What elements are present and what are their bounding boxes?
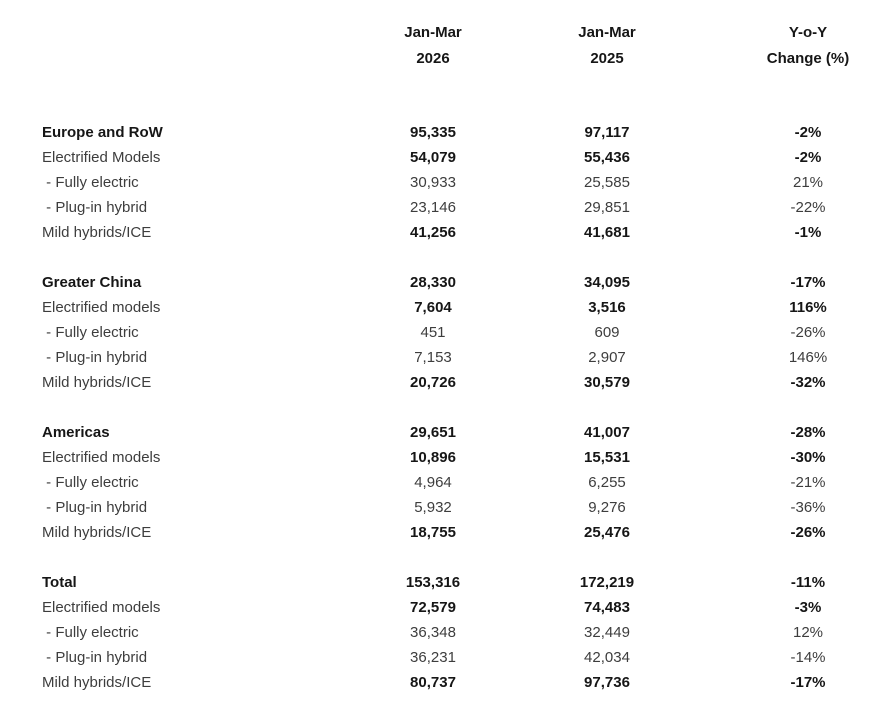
value-2026: 95,335 <box>410 124 456 141</box>
value-yoy: 116% <box>789 299 827 316</box>
table-row <box>42 270 890 295</box>
col-header-2026-line1: Jan-Mar <box>404 23 462 41</box>
value-2025: 9,276 <box>588 499 626 516</box>
value-yoy: -3% <box>794 599 822 616</box>
value-yoy: 12% <box>792 624 824 641</box>
table-row <box>42 295 890 320</box>
row-label: - Plug-in hybrid <box>42 649 148 666</box>
col-header-2026-line2: 2026 <box>416 49 450 67</box>
value-2026: 36,231 <box>410 649 456 666</box>
value-2025: 97,736 <box>584 674 630 691</box>
value-2026: 36,348 <box>410 624 456 641</box>
value-2026: 20,726 <box>410 374 456 391</box>
table-row <box>42 320 890 345</box>
value-2026: 153,316 <box>405 574 461 591</box>
value-2026: 29,651 <box>410 424 456 441</box>
value-2026: 18,755 <box>410 524 456 541</box>
table-row <box>42 595 890 620</box>
value-2026: 54,079 <box>410 149 456 166</box>
col-header-2025-line2: 2025 <box>590 49 624 67</box>
value-2025: 172,219 <box>579 574 635 591</box>
table-row <box>42 495 890 520</box>
value-yoy: -28% <box>790 424 826 441</box>
value-yoy: -22% <box>790 199 826 216</box>
row-label: - Fully electric <box>42 474 139 491</box>
value-2026: 5,932 <box>414 499 452 516</box>
row-label: Electrified Models <box>42 149 161 166</box>
table-header <box>42 19 890 71</box>
value-2026: 72,579 <box>410 599 456 616</box>
value-2026: 451 <box>420 324 446 341</box>
table-row <box>42 520 890 545</box>
row-label: Mild hybrids/ICE <box>42 224 152 241</box>
value-2026: 7,153 <box>414 349 452 366</box>
table-row <box>42 445 890 470</box>
value-yoy: -21% <box>790 474 826 491</box>
row-label: - Plug-in hybrid <box>42 199 148 216</box>
value-2025: 34,095 <box>584 274 630 291</box>
value-yoy: 21% <box>792 174 824 191</box>
row-label: Mild hybrids/ICE <box>42 674 152 691</box>
table-row <box>42 470 890 495</box>
row-label: Mild hybrids/ICE <box>42 524 152 541</box>
value-yoy: -1% <box>794 224 822 241</box>
value-2025: 609 <box>594 324 620 341</box>
value-2025: 97,117 <box>584 124 630 141</box>
value-2025: 2,907 <box>588 349 626 366</box>
value-2026: 30,933 <box>410 174 456 191</box>
value-2026: 10,896 <box>410 449 456 466</box>
header-line-1 <box>42 19 890 45</box>
table-row <box>42 670 890 695</box>
col-header-yoy-line2: Change (%) <box>766 49 850 67</box>
value-2025: 3,516 <box>588 299 626 316</box>
value-yoy: -32% <box>790 374 826 391</box>
row-label: Greater China <box>42 274 142 291</box>
col-header-2025-line1: Jan-Mar <box>578 23 636 41</box>
value-2026: 23,146 <box>410 199 456 216</box>
section-americas <box>42 420 890 545</box>
value-yoy: 146% <box>788 349 828 366</box>
value-2026: 7,604 <box>414 299 452 316</box>
value-2025: 41,007 <box>584 424 630 441</box>
value-2025: 32,449 <box>584 624 630 641</box>
row-label: - Fully electric <box>42 324 139 341</box>
value-yoy: -2% <box>794 149 822 166</box>
table-row <box>42 420 890 445</box>
value-2025: 6,255 <box>588 474 626 491</box>
table-row <box>42 620 890 645</box>
value-2025: 25,585 <box>584 174 630 191</box>
value-yoy: -11% <box>790 574 826 591</box>
value-2026: 41,256 <box>410 224 456 241</box>
value-2025: 74,483 <box>584 599 630 616</box>
row-label: Electrified models <box>42 599 161 616</box>
section-europe-and-row <box>42 120 890 245</box>
value-2025: 42,034 <box>584 649 630 666</box>
table-row <box>42 120 890 145</box>
value-yoy: -14% <box>790 649 826 666</box>
value-2025: 25,476 <box>584 524 630 541</box>
row-label: Europe and RoW <box>42 124 163 141</box>
section-greater-china <box>42 270 890 395</box>
table-row <box>42 570 890 595</box>
value-yoy: -2% <box>794 124 822 141</box>
header-line-2 <box>42 45 890 71</box>
value-yoy: -36% <box>790 499 826 516</box>
table-row <box>42 195 890 220</box>
row-label: Electrified models <box>42 299 161 316</box>
value-2026: 4,964 <box>414 474 452 491</box>
section-total <box>42 570 890 695</box>
row-label: - Fully electric <box>42 624 139 641</box>
value-2026: 28,330 <box>410 274 456 291</box>
value-2025: 29,851 <box>584 199 630 216</box>
table-row <box>42 645 890 670</box>
table-row <box>42 145 890 170</box>
value-2025: 55,436 <box>584 149 630 166</box>
value-2026: 80,737 <box>410 674 456 691</box>
row-label: - Plug-in hybrid <box>42 499 148 516</box>
row-label: Electrified models <box>42 449 161 466</box>
row-label: Americas <box>42 424 110 441</box>
table-row <box>42 170 890 195</box>
value-yoy: -26% <box>790 524 826 541</box>
row-label: Total <box>42 574 77 591</box>
table-row <box>42 370 890 395</box>
row-label: - Fully electric <box>42 174 139 191</box>
value-2025: 15,531 <box>584 449 630 466</box>
value-yoy: -30% <box>790 449 826 466</box>
row-label: Mild hybrids/ICE <box>42 374 152 391</box>
table-row <box>42 220 890 245</box>
col-header-yoy-line1: Y-o-Y <box>788 23 828 41</box>
value-yoy: -26% <box>790 324 826 341</box>
value-2025: 41,681 <box>584 224 630 241</box>
value-2025: 30,579 <box>584 374 630 391</box>
value-yoy: -17% <box>790 274 826 291</box>
table-row <box>42 345 890 370</box>
value-yoy: -17% <box>790 674 826 691</box>
row-label: - Plug-in hybrid <box>42 349 148 366</box>
